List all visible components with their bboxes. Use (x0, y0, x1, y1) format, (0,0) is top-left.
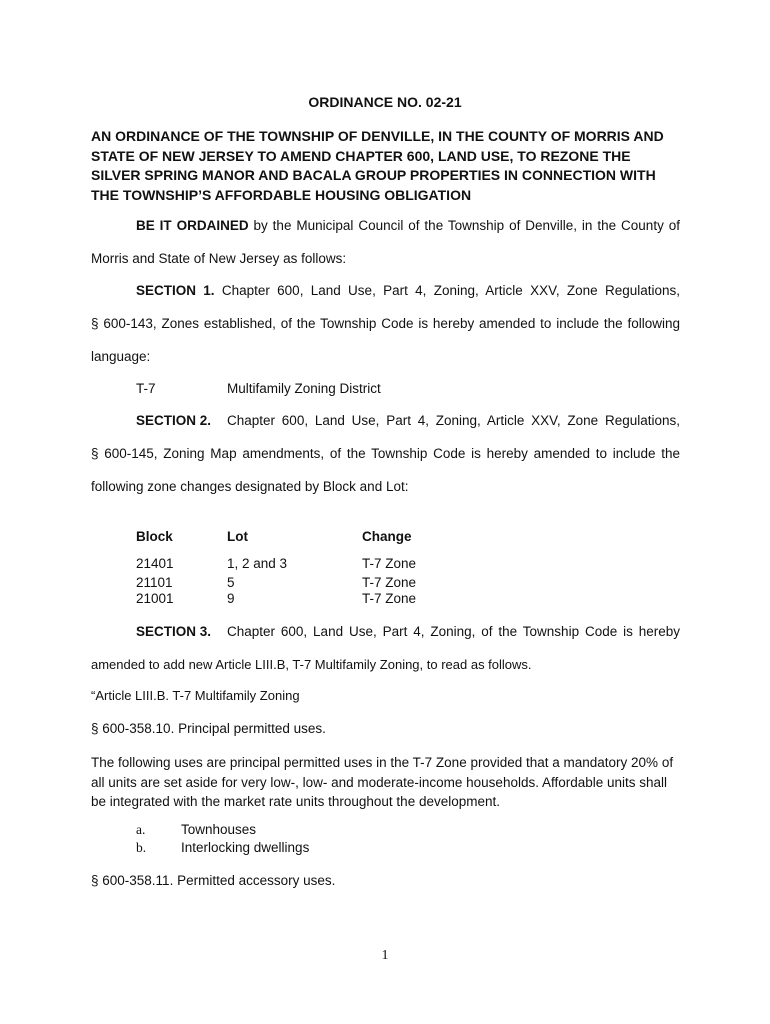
table-cell-block: 21101 (136, 575, 173, 590)
table-cell-lot: 1, 2 and 3 (227, 556, 288, 571)
table-header-lot: Lot (227, 529, 248, 544)
section-1-line-2: § 600-143, Zones established, of the Township Code is hereby amended to include the following (91, 316, 680, 331)
section-2-line-3: following zone changes designated by Block and Lot: (91, 479, 409, 494)
ordained-line-2: Morris and State of New Jersey as follows: (91, 251, 347, 266)
section-1-line-3: language: (91, 349, 151, 364)
table-cell-lot: 5 (227, 575, 235, 590)
zone-code: T-7 (136, 381, 156, 396)
section-1-line-1 (136, 283, 680, 298)
ordinance-heading: AN ORDINANCE OF THE TOWNSHIP OF DENVILLE, IN THE COUNTY OF MORRIS AND STATE OF NEW JERSEY TO AMEND CHAPTER 600, LAND USE, TO REZONE THE SILVER SPRING MANOR AND BACALA GROUP PROPERTIES IN CONNECTION WITH THE TOWNSHIP’S AFFORDABLE HOUSING OBLIGATION (91, 128, 664, 203)
principal-uses-text: The following uses are principal permitted uses in the T-7 Zone provided that a mandatory 20% of all units are set aside for very low-, low- and moderate-income households. Affordable units shall be integrated with the market rate units throughout the development. (91, 755, 674, 809)
table-header-block: Block (136, 529, 173, 544)
ordinance-title: ORDINANCE NO. 02-21 (308, 94, 462, 110)
table-cell-change: T-7 Zone (362, 556, 417, 571)
list-item: Interlocking dwellings (181, 840, 310, 855)
page-number: 1 (381, 948, 389, 963)
table-cell-block: 21001 (136, 591, 174, 606)
section-1-line-1-rest: Chapter 600, Land Use, Part 4, Zoning, Article XXV, Zone Regulations, (214, 283, 680, 298)
section-1-label: SECTION 1. (136, 283, 215, 298)
section-2-line-1: Chapter 600, Land Use, Part 4, Zoning, Article XXV, Zone Regulations, (227, 413, 680, 428)
article-title: “Article LIII.B. T-7 Multifamily Zoning (91, 688, 300, 703)
zone-name: Multifamily Zoning District (227, 381, 381, 396)
principal-uses-heading: § 600-358.10. Principal permitted uses. (91, 721, 326, 736)
list-item: Townhouses (181, 822, 257, 837)
table-cell-change: T-7 Zone (362, 591, 417, 606)
table-cell-change: T-7 Zone (362, 575, 417, 590)
list-marker: b. (136, 840, 147, 855)
table-cell-block: 21401 (136, 556, 174, 571)
list-marker: a. (136, 822, 146, 837)
ordained-line-1-rest: by the Municipal Council of the Township of Denville, in the County of (248, 218, 680, 233)
section-3-label: SECTION 3. (136, 624, 212, 639)
section-3-line-2: amended to add new Article LIII.B, T-7 Multifamily Zoning, to read as follows. (91, 657, 532, 672)
section-3-line-1: Chapter 600, Land Use, Part 4, Zoning, of the Township Code is hereby (227, 624, 680, 639)
section-2-line-2: § 600-145, Zoning Map amendments, of the Township Code is hereby amended to include the (91, 446, 680, 461)
ordained-line-1 (136, 218, 680, 233)
ordained-lead: BE IT ORDAINED (136, 218, 249, 233)
section-2-label: SECTION 2. (136, 413, 212, 428)
table-cell-lot: 9 (227, 591, 235, 606)
table-header-change: Change (362, 529, 412, 544)
accessory-uses-heading: § 600-358.11. Permitted accessory uses. (91, 873, 336, 888)
